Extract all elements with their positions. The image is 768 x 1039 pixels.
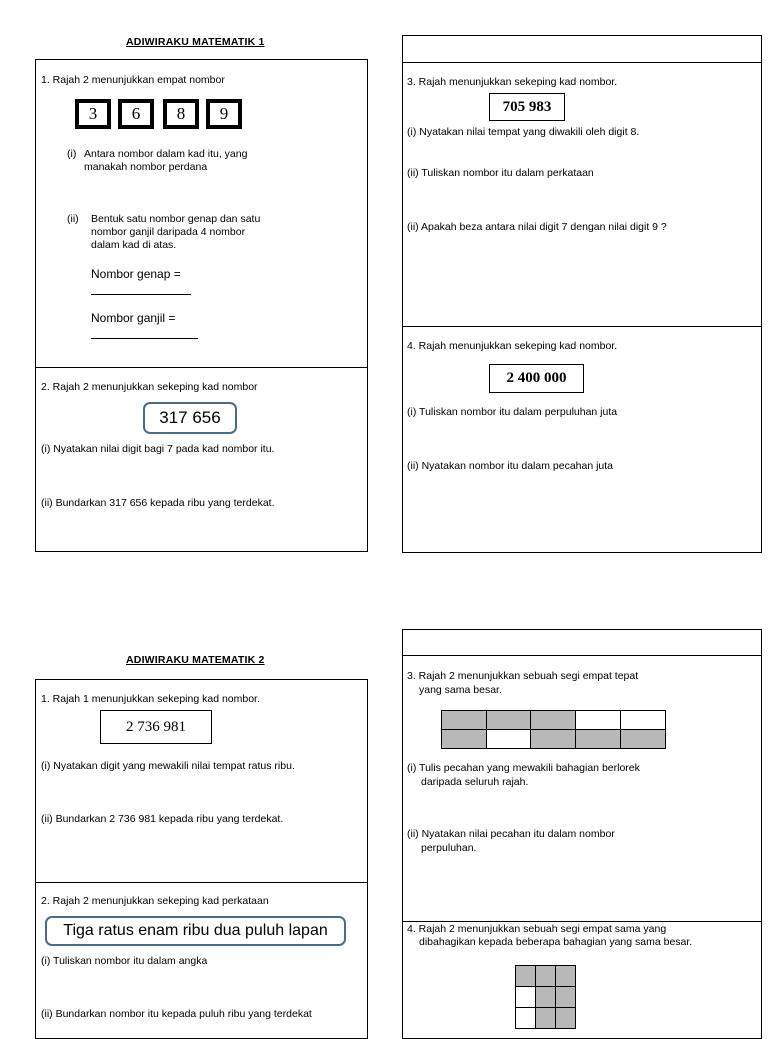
p1q4-intro: 4. Rajah menunjukkan sekeping kad nombor.	[407, 340, 618, 352]
p1q2-intro: 2. Rajah 2 menunjukkan sekeping kad nombor	[41, 381, 258, 393]
even-number-answer-line	[91, 294, 191, 295]
shaded-part	[487, 711, 531, 730]
rectangle-fraction-diagram	[441, 710, 666, 749]
digit-card: 8	[163, 99, 199, 129]
p2q3-part-ii-line1: (ii) Nyatakan nilai pecahan itu dalam nombor	[407, 828, 615, 840]
page1-title: ADIWIRAKU MATEMATIK 1	[126, 36, 265, 48]
shaded-part	[536, 987, 556, 1008]
page1-left-divider	[35, 367, 368, 368]
p2q3-part-i-line2: daripada seluruh rajah.	[421, 776, 529, 788]
p1q1-part-ii-number: (ii)	[67, 213, 79, 225]
p1q2-part-i: (i) Nyatakan nilai digit bagi 7 pada kad nombor itu.	[41, 443, 275, 455]
page2-left-divider	[35, 882, 368, 883]
shaded-part	[536, 966, 556, 987]
p1q2-part-ii: (ii) Bundarkan 317 656 kepada ribu yang terdekat.	[41, 497, 275, 509]
p2q3-intro-line2: yang sama besar.	[419, 684, 502, 696]
number-card-2736981: 2 736 981	[100, 710, 212, 744]
unshaded-part	[487, 730, 531, 749]
unshaded-part	[576, 711, 621, 730]
shaded-part	[531, 711, 576, 730]
page1-right-box	[402, 35, 762, 553]
p2q1-part-ii: (ii) Bundarkan 2 736 981 kepada ribu yang terdekat.	[41, 813, 284, 825]
p2q3-part-i-line1: (i) Tulis pecahan yang mewakili bahagian berlorek	[407, 762, 640, 774]
shaded-part	[536, 1008, 556, 1029]
p1q1-part-i-line2: manakah nombor perdana	[84, 161, 208, 173]
digit-card: 9	[206, 99, 242, 129]
shaded-part	[621, 730, 666, 749]
page1-left-box	[35, 59, 368, 552]
p1q3-part-i: (i) Nyatakan nilai tempat yang diwakili oleh digit 8.	[407, 126, 640, 138]
p2q3-intro-line1: 3. Rajah 2 menunjukkan sebuah segi empat tepat	[407, 670, 639, 682]
page2-right-divider	[402, 921, 762, 922]
number-card-2400000: 2 400 000	[489, 364, 584, 393]
unshaded-part	[516, 1008, 536, 1029]
shaded-part	[442, 730, 487, 749]
square-fraction-diagram	[515, 965, 576, 1029]
number-card-705983: 705 983	[489, 93, 565, 121]
p2q2-intro: 2. Rajah 2 menunjukkan sekeping kad perkataan	[41, 895, 269, 907]
shaded-part	[516, 966, 536, 987]
odd-number-label: Nombor ganjil =	[91, 311, 176, 325]
p1q1-part-ii-line1: Bentuk satu nombor genap dan satu	[91, 213, 261, 225]
p1q3-intro: 3. Rajah menunjukkan sekeping kad nombor.	[407, 76, 618, 88]
p1q4-part-ii: (ii) Nyatakan nombor itu dalam pecahan juta	[407, 460, 614, 472]
p2q1-part-i: (i) Nyatakan digit yang mewakili nilai tempat ratus ribu.	[41, 760, 295, 772]
page1-right-header-divider	[402, 62, 762, 63]
p1q3-part-iii: (ii) Apakah beza antara nilai digit 7 dengan nilai digit 9 ?	[407, 221, 667, 233]
p2q1-intro: 1. Rajah 1 menunjukkan sekeping kad nombor.	[41, 693, 260, 705]
page2-title: ADIWIRAKU MATEMATIK 2	[126, 654, 265, 666]
p2q4-intro-line2: dibahagikan kepada beberapa bahagian yang sama besar.	[419, 936, 693, 948]
shaded-part	[531, 730, 576, 749]
word-card: Tiga ratus enam ribu dua puluh lapan	[45, 916, 346, 946]
shaded-part	[576, 730, 621, 749]
shaded-part	[556, 966, 576, 987]
p2q2-part-ii: (ii) Bundarkan nombor itu kepada puluh ribu yang terdekat	[41, 1008, 312, 1020]
p1q1-intro: 1. Rajah 2 menunjukkan empat nombor	[41, 74, 225, 86]
p1q1-part-i-number: (i)	[67, 148, 77, 160]
even-number-label: Nombor genap =	[91, 267, 181, 281]
p2q4-intro-line1: 4. Rajah 2 menunjukkan sebuah segi empat sama yang	[407, 923, 667, 935]
digit-card: 3	[75, 99, 111, 129]
p1q1-part-i-line1: Antara nombor dalam kad itu, yang	[84, 148, 248, 160]
p2q3-part-ii-line2: perpuluhan.	[421, 842, 477, 854]
p1q1-part-ii-line2: nombor ganjil daripada 4 nombor	[91, 226, 246, 238]
p1q4-part-i: (i) Tuliskan nombor itu dalam perpuluhan juta	[407, 406, 618, 418]
shaded-part	[556, 987, 576, 1008]
digit-card: 6	[118, 99, 154, 129]
p2q2-part-i: (i) Tuliskan nombor itu dalam angka	[41, 955, 208, 967]
number-card-317656: 317 656	[143, 402, 237, 434]
page2-right-header-divider	[402, 655, 762, 656]
shaded-part	[556, 1008, 576, 1029]
p1q3-part-ii: (ii) Tuliskan nombor itu dalam perkataan	[407, 167, 594, 179]
page1-right-divider	[402, 326, 762, 327]
unshaded-part	[516, 987, 536, 1008]
unshaded-part	[621, 711, 666, 730]
odd-number-answer-line	[91, 338, 198, 339]
shaded-part	[442, 711, 487, 730]
p1q1-part-ii-line3: dalam kad di atas.	[91, 239, 177, 251]
